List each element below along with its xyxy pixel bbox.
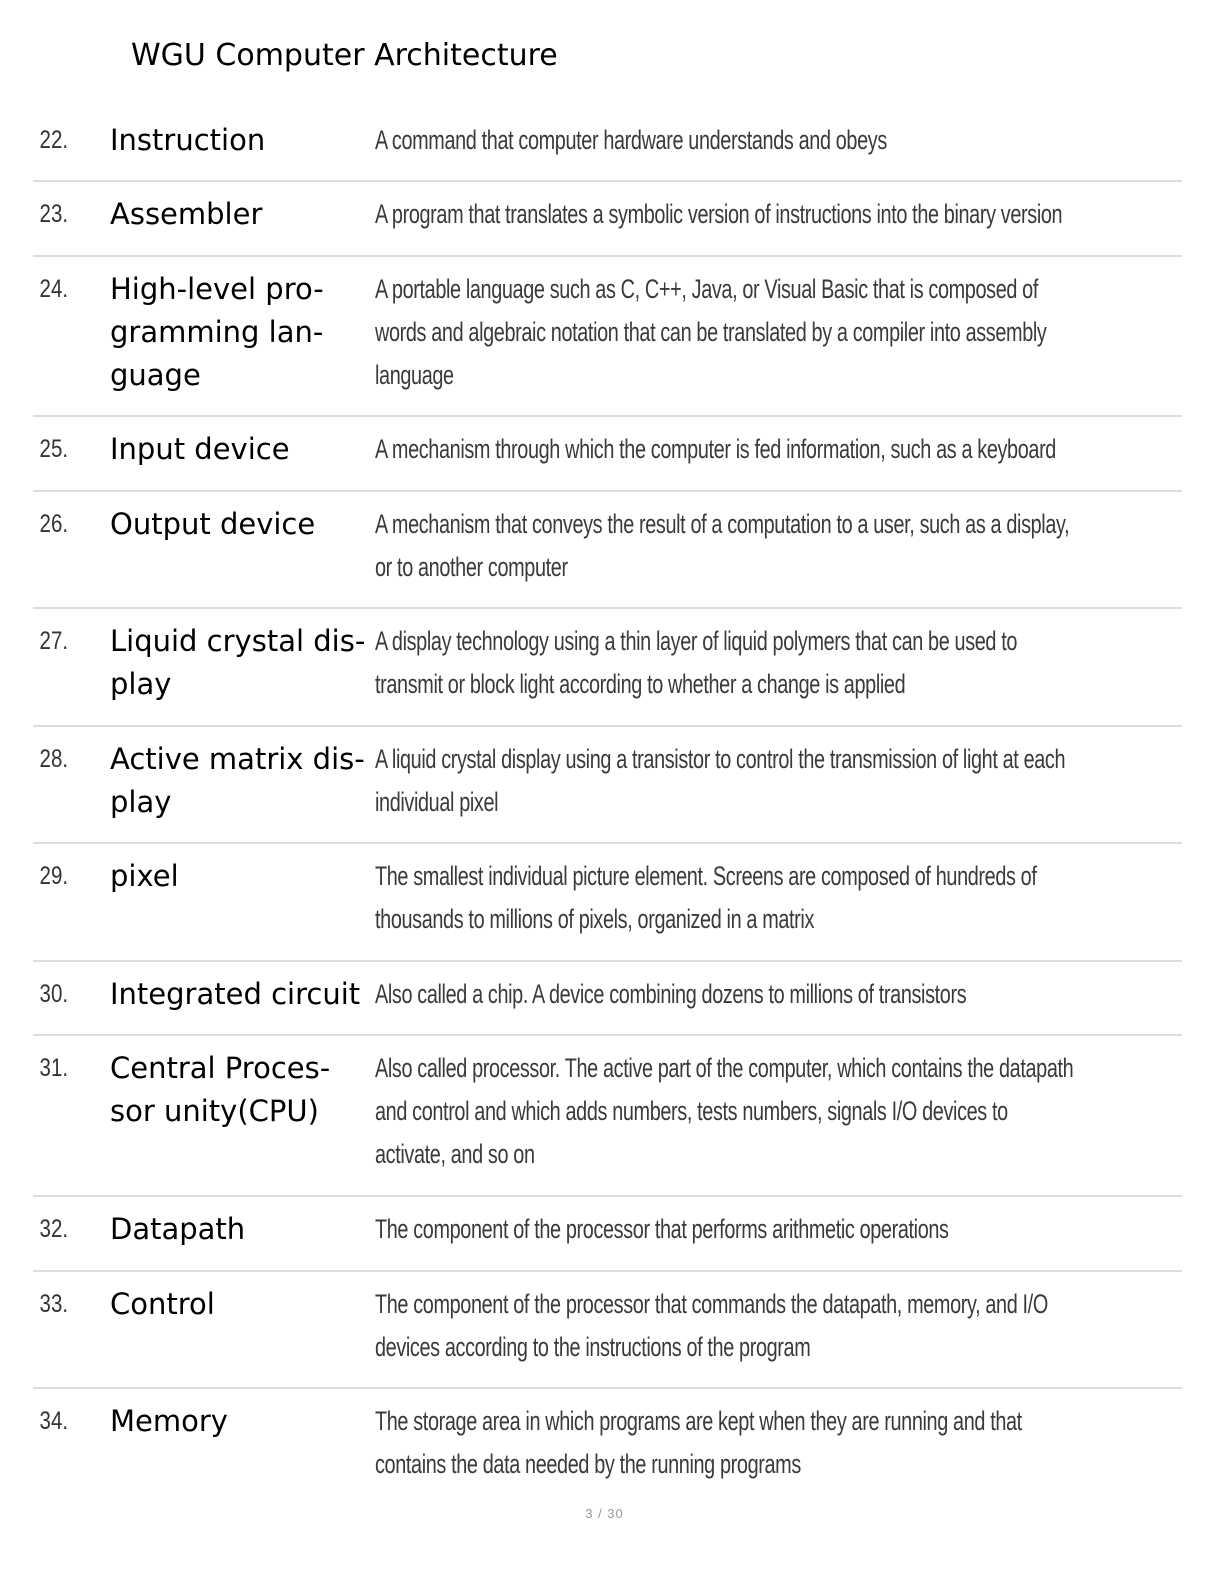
entry-term: Datapath bbox=[110, 1212, 246, 1246]
page-number: 3 / 30 bbox=[585, 1506, 624, 1521]
entry-definition: A command that computer hardware understands and obeys bbox=[375, 125, 887, 155]
glossary-row bbox=[33, 1036, 1182, 1197]
entry-term: Instruction bbox=[110, 123, 266, 157]
entry-definition: The storage area in which programs are kept when they are running and that contains the data needed by the running programs bbox=[375, 1406, 1022, 1479]
entry-number: 28. bbox=[39, 745, 69, 773]
entry-term: pixel bbox=[110, 859, 179, 893]
glossary-row bbox=[33, 962, 1182, 1036]
entry-term: High-level pro- gramming lan- guage bbox=[110, 272, 324, 392]
glossary-row bbox=[33, 417, 1182, 492]
entry-definition: A liquid crystal display using a transistor to control the transmission of light at each individual pixel bbox=[375, 744, 1066, 817]
entry-term: Liquid crystal dis- play bbox=[110, 624, 366, 701]
entry-number: 22. bbox=[39, 126, 69, 154]
entry-number: 23. bbox=[39, 200, 69, 228]
entry-number: 29. bbox=[39, 862, 69, 890]
entry-term: Assembler bbox=[110, 197, 263, 231]
entry-term: Integrated circuit bbox=[110, 977, 361, 1011]
entry-definition: A mechanism that conveys the result of a computation to a user, such as a display, or to another computer bbox=[375, 509, 1070, 582]
entry-number: 25. bbox=[39, 435, 69, 463]
entry-definition: The smallest individual picture element. Screens are composed of hundreds of thousands to millions of pixels, organized in a matrix bbox=[375, 861, 1037, 934]
entry-number: 33. bbox=[39, 1290, 69, 1318]
glossary-row bbox=[33, 727, 1182, 844]
entry-definition: A program that translates a symbolic version of instructions into the binary version bbox=[375, 199, 1063, 229]
entry-term: Input device bbox=[110, 432, 290, 466]
glossary-row bbox=[33, 182, 1182, 257]
glossary-row bbox=[33, 1389, 1182, 1489]
entry-definition: The component of the processor that commands the datapath, memory, and I/O devices according to the instructions of the program bbox=[375, 1289, 1048, 1362]
entry-number: 24. bbox=[39, 275, 69, 303]
entry-definition: A portable language such as C, C++, Java, or Visual Basic that is composed of words and algebraic notation that can be translated by a compiler into assembly language bbox=[375, 274, 1047, 390]
glossary-row bbox=[33, 1197, 1182, 1272]
entry-number: 26. bbox=[39, 510, 69, 538]
entry-number: 34. bbox=[39, 1407, 69, 1435]
entry-term: Active matrix dis- play bbox=[110, 742, 365, 819]
entry-number: 30. bbox=[39, 980, 69, 1008]
entry-term: Central Proces- sor unity(CPU) bbox=[110, 1051, 331, 1128]
entry-number: 27. bbox=[39, 627, 69, 655]
entry-definition: Also called a chip. A device combining dozens to millions of transistors bbox=[375, 979, 967, 1009]
glossary-row bbox=[33, 844, 1182, 962]
glossary-list bbox=[33, 108, 1182, 1489]
glossary-row bbox=[33, 492, 1182, 609]
glossary-row bbox=[33, 257, 1182, 417]
glossary-row bbox=[33, 108, 1182, 182]
entry-term: Memory bbox=[110, 1404, 228, 1438]
entry-definition: A mechanism through which the computer is fed information, such as a keyboard bbox=[375, 434, 1056, 464]
entry-term: Output device bbox=[110, 507, 316, 541]
entry-definition: The component of the processor that performs arithmetic operations bbox=[375, 1214, 949, 1244]
glossary-row bbox=[33, 609, 1182, 727]
entry-term: Control bbox=[110, 1287, 215, 1321]
glossary-row bbox=[33, 1272, 1182, 1389]
document-title: WGU Computer Architecture bbox=[131, 38, 558, 73]
entry-number: 32. bbox=[39, 1215, 69, 1243]
entry-definition: Also called processor. The active part of the computer, which contains the datapath and control and which adds numbers, tests numbers, signals I/O devices to activate, and so on bbox=[375, 1053, 1074, 1169]
entry-definition: A display technology using a thin layer of liquid polymers that can be used to transmit or block light according to whether a change is applied bbox=[375, 626, 1018, 699]
entry-number: 31. bbox=[39, 1054, 69, 1082]
